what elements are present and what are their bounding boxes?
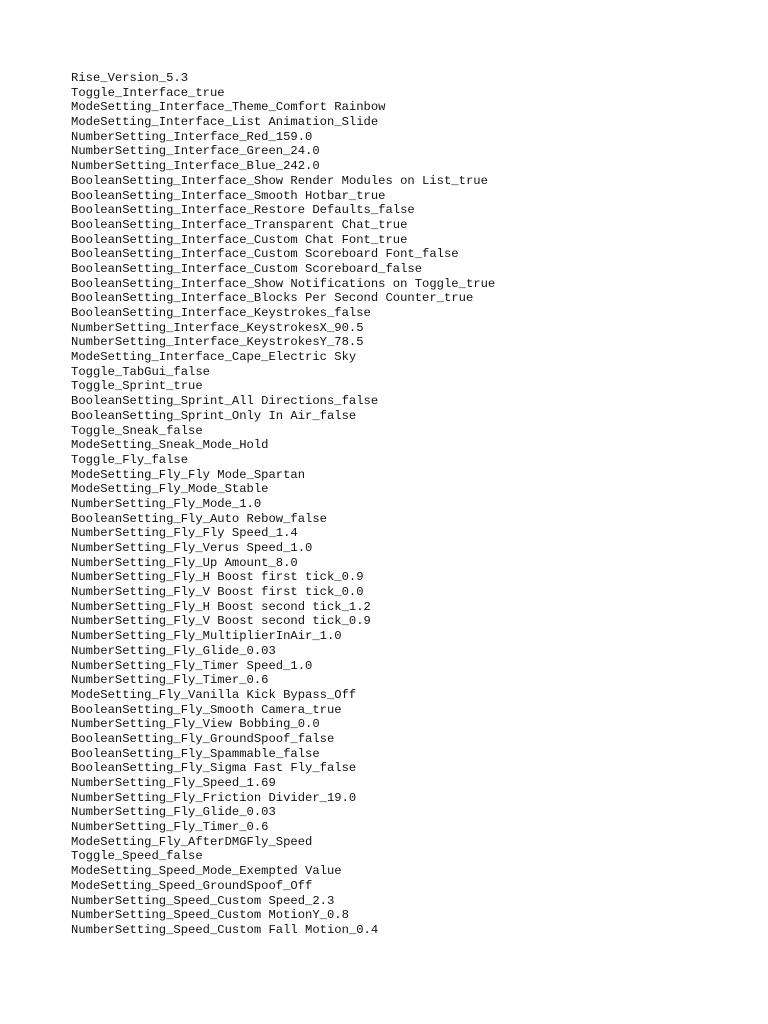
- text-line: NumberSetting_Fly_Mode_1.0: [71, 496, 262, 511]
- text-line: ModeSetting_Interface_Cape_Electric Sky: [71, 350, 357, 365]
- text-line: Toggle_Sneak_false: [71, 423, 203, 438]
- text-line: NumberSetting_Interface_Green_24.0: [71, 144, 320, 159]
- text-line: BooleanSetting_Sprint_All Directions_false: [71, 394, 379, 409]
- text-line: Toggle_Fly_false: [71, 452, 189, 467]
- text-line: ModeSetting_Interface_List Animation_Slide: [71, 115, 379, 130]
- text-line: NumberSetting_Fly_Friction Divider_19.0: [71, 790, 357, 805]
- text-line: NumberSetting_Fly_Up Amount_8.0: [71, 555, 298, 570]
- text-line: BooleanSetting_Interface_Restore Defaults_false: [71, 203, 415, 218]
- text-line: BooleanSetting_Interface_Custom Scoreboard Font_false: [71, 247, 459, 262]
- text-line: NumberSetting_Fly_View Bobbing_0.0: [71, 717, 320, 732]
- text-line: NumberSetting_Fly_Timer_0.6: [71, 820, 269, 835]
- text-line: NumberSetting_Interface_Red_159.0: [71, 129, 313, 144]
- text-line: Toggle_Interface_true: [71, 85, 225, 100]
- text-line: ModeSetting_Speed_GroundSpoof_Off: [71, 878, 313, 893]
- text-line: BooleanSetting_Fly_Smooth Camera_true: [71, 702, 342, 717]
- text-line: ModeSetting_Fly_Fly Mode_Spartan: [71, 467, 306, 482]
- text-line: BooleanSetting_Fly_Sigma Fast Fly_false: [71, 761, 357, 776]
- text-line: NumberSetting_Speed_Custom Fall Motion_0.4: [71, 922, 379, 937]
- text-line: ModeSetting_Interface_Theme_Comfort Rainbow: [71, 100, 386, 115]
- text-line: BooleanSetting_Interface_Show Render Modules on List_true: [71, 173, 488, 188]
- text-line: NumberSetting_Fly_H Boost second tick_1.2: [71, 599, 371, 614]
- text-line: BooleanSetting_Interface_Blocks Per Second Counter_true: [71, 291, 474, 306]
- text-line: NumberSetting_Interface_KeystrokesX_90.5: [71, 320, 364, 335]
- text-line: BooleanSetting_Interface_Keystrokes_false: [71, 306, 371, 320]
- document-page: [71, 71, 751, 938]
- text-line: BooleanSetting_Sprint_Only In Air_false: [71, 408, 357, 423]
- text-line: BooleanSetting_Fly_GroundSpoof_false: [71, 731, 335, 746]
- text-line: Toggle_Speed_false: [71, 849, 203, 864]
- text-line: NumberSetting_Interface_Blue_242.0: [71, 159, 320, 174]
- text-line: BooleanSetting_Fly_Spammable_false: [71, 746, 320, 761]
- text-line: NumberSetting_Fly_H Boost first tick_0.9: [71, 570, 364, 585]
- text-line: ModeSetting_Fly_AfterDMGFly_Speed: [71, 834, 313, 849]
- text-line: NumberSetting_Speed_Custom Speed_2.3: [71, 893, 335, 908]
- text-line: Rise_Version_5.3: [71, 71, 189, 85]
- text-line: Toggle_Sprint_true: [71, 379, 203, 394]
- text-line: BooleanSetting_Interface_Show Notifications on Toggle_true: [71, 276, 496, 291]
- text-line: BooleanSetting_Fly_Auto Rebow_false: [71, 511, 327, 526]
- text-line: NumberSetting_Fly_Glide_0.03: [71, 643, 276, 658]
- text-line: BooleanSetting_Interface_Transparent Chat_true: [71, 217, 408, 232]
- text-line: NumberSetting_Interface_KeystrokesY_78.5: [71, 335, 364, 350]
- text-line: ModeSetting_Speed_Mode_Exempted Value: [71, 864, 342, 879]
- text-line: BooleanSetting_Interface_Smooth Hotbar_true: [71, 188, 386, 203]
- text-line: NumberSetting_Speed_Custom MotionY_0.8: [71, 908, 349, 923]
- text-line: ModeSetting_Sneak_Mode_Hold: [71, 438, 269, 453]
- text-line: BooleanSetting_Interface_Custom Scoreboard_false: [71, 261, 423, 276]
- text-line: NumberSetting_Fly_V Boost second tick_0.9: [71, 614, 371, 629]
- text-line: NumberSetting_Fly_Glide_0.03: [71, 805, 276, 820]
- text-line: NumberSetting_Fly_Verus Speed_1.0: [71, 541, 313, 555]
- text-line: ModeSetting_Fly_Mode_Stable: [71, 482, 269, 497]
- text-line: ModeSetting_Fly_Vanilla Kick Bypass_Off: [71, 687, 357, 702]
- text-line: NumberSetting_Fly_Fly Speed_1.4: [71, 526, 298, 541]
- text-line: NumberSetting_Fly_V Boost first tick_0.0: [71, 585, 364, 600]
- text-line: NumberSetting_Fly_MultiplierInAir_1.0: [71, 629, 342, 644]
- text-line: NumberSetting_Fly_Timer_0.6: [71, 673, 269, 688]
- text-line: Toggle_TabGui_false: [71, 364, 210, 379]
- text-line: BooleanSetting_Interface_Custom Chat Font_true: [71, 232, 408, 247]
- text-line: NumberSetting_Fly_Speed_1.69: [71, 776, 276, 790]
- text-line: NumberSetting_Fly_Timer Speed_1.0: [71, 658, 313, 673]
